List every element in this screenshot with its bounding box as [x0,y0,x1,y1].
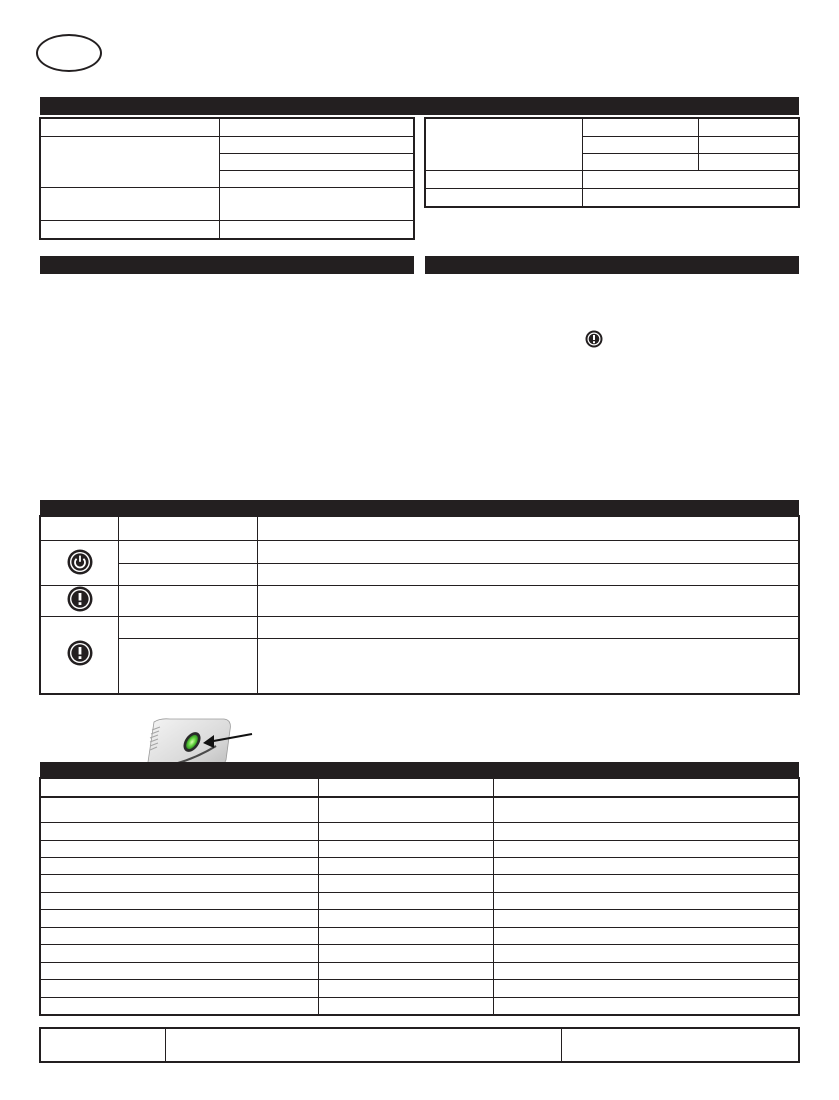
table-row [41,823,799,840]
table-row [41,840,799,857]
table-row [41,980,799,997]
specifications-table-left [40,118,414,239]
table-row [41,858,799,875]
indicators-header-bar [40,500,799,516]
indicator-row [41,638,799,693]
led-table-header-bar [40,762,799,778]
table-row [41,875,799,892]
table-row [41,927,799,944]
table-row [41,997,799,1014]
table-row [41,797,799,823]
led-table-header [41,779,799,797]
indicator-row [41,586,799,616]
led-state-table [40,778,799,1015]
table-row [41,910,799,927]
indicator-table-header [41,517,799,541]
table-row [41,892,799,909]
specifications-header-bar [40,97,799,115]
footer-box [40,1028,799,1062]
language-badge [36,34,102,72]
left-section-header-bar [40,256,414,274]
table-row [41,962,799,979]
indicator-row [41,564,799,586]
right-section-header-bar [425,256,799,274]
power-icon [67,549,93,575]
specifications-table-right [425,118,799,207]
table-row [41,945,799,962]
indicator-row [41,616,799,638]
warning-icon [585,330,603,348]
warning-icon [67,586,93,612]
indicator-table [40,516,799,694]
indicator-row [41,541,799,564]
warning-icon [67,640,93,666]
